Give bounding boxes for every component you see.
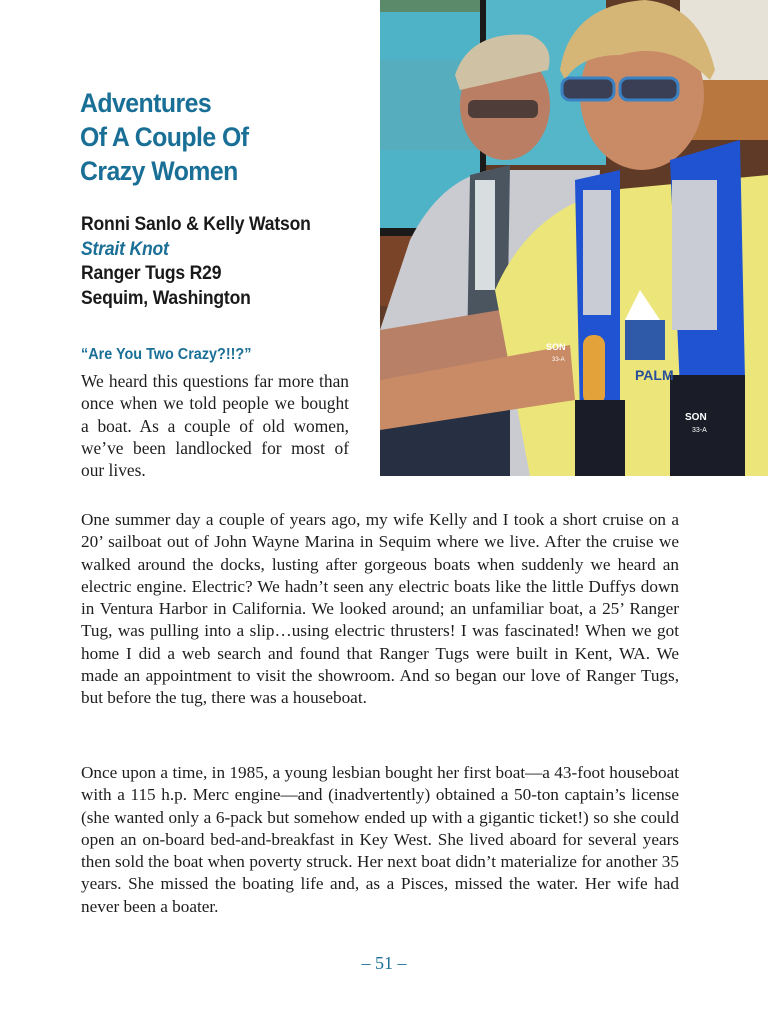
- vest-brand-left: SON: [546, 342, 566, 352]
- vest-brand-right: SON: [685, 412, 707, 423]
- authors: Ronni Sanlo & Kelly Watson: [81, 213, 311, 235]
- article-title: [80, 86, 347, 188]
- intro-paragraph: We heard this questions far more than once when we told people we bought a boat. As a couple of old women, we’ve been landlocked for most of our lives.: [81, 371, 349, 481]
- location: Sequim, Washington: [81, 286, 251, 309]
- title-line: Adventures: [80, 88, 212, 118]
- byline: [81, 212, 342, 310]
- vest-model-left: 33-A: [552, 357, 565, 363]
- body-paragraph: One summer day a couple of years ago, my wife Kelly and I took a short cruise on a 20’ sailboat out of John Wayne Marina in Sequim where we live. After the cruise we walked around the docks, lusting after gorgeous boats when suddenly we heard an electric engine. Electric? We hadn’t seen any electric boats like the little Duffys down in Ventura Harbor in California. We looked around; an unfamiliar boat, a 25’ Ranger Tug, was pulling into a slip…using electric thrusters! I was fascinated! When we got home I did a web search and found that Ranger Tugs were built in Kent, WA. We made an appointment to visit the showroom. And so began our love of Ranger Tugs, but before the tug, there was a houseboat.: [81, 510, 679, 708]
- shirt-text: PALM: [635, 367, 674, 383]
- boat-model: Ranger Tugs R29: [81, 262, 222, 284]
- title-line: Crazy Women: [80, 156, 238, 186]
- title-line: Of A Couple Of: [80, 122, 249, 152]
- body-paragraph: Once upon a time, in 1985, a young lesbian bought her first boat—a 43-foot houseboat with a 115 h.p. Merc engine—and (inadvertently) obtained a 50-ton captain’s license (she wanted only a 6-pack but somehow ended up with a gigantic ticket!) so she could open an on-board bed-and-breakfast in Key West. She lived aboard for several years then sold the boat when poverty struck. Her next boat didn’t materialize for another 35 years. She missed the boating life and, as a Pisces, missed the water. Her wife had never been a boater.: [81, 763, 679, 916]
- article-photo: [380, 0, 768, 476]
- vest-model-right: 33-A: [692, 427, 707, 434]
- boat-name: Strait Knot: [81, 237, 169, 260]
- section-subheading: “Are You Two Crazy?!!?”: [81, 346, 252, 363]
- page-number: – 51 –: [361, 953, 407, 973]
